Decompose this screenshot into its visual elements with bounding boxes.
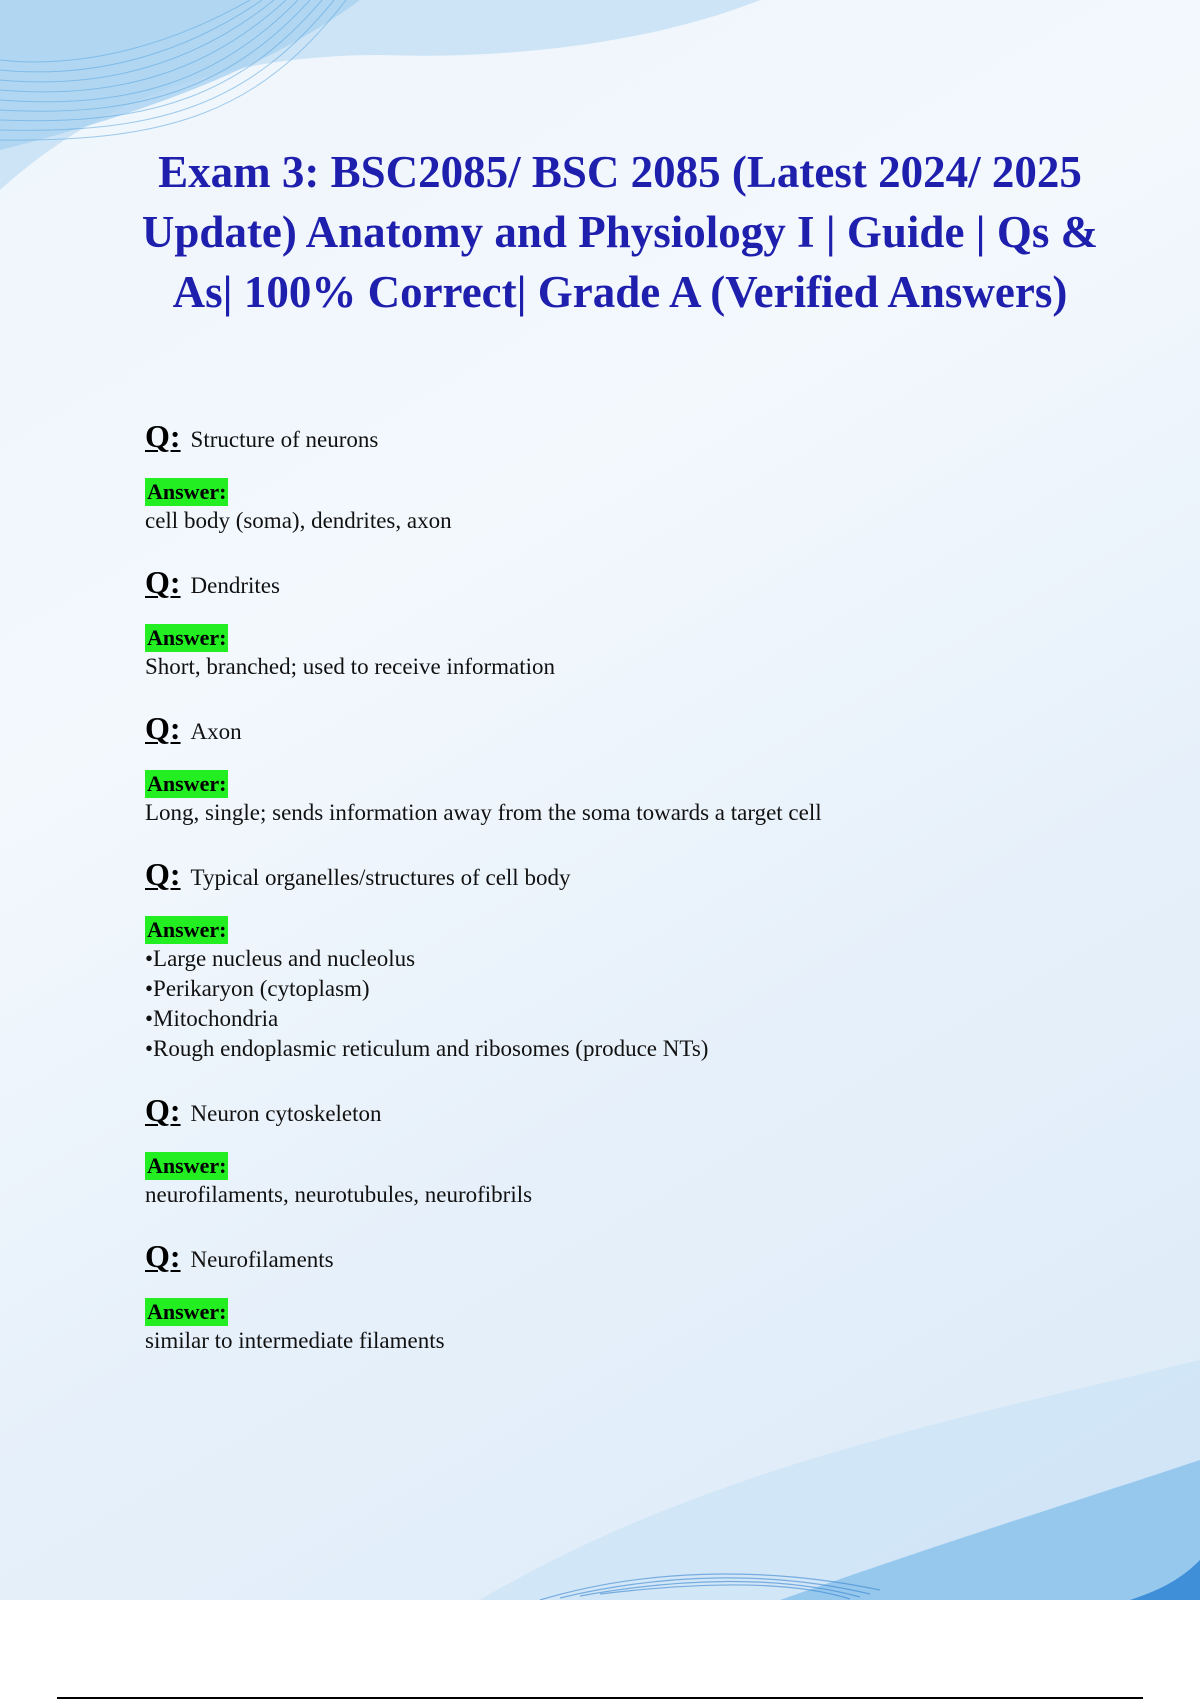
answer-bullet: •Large nucleus and nucleolus xyxy=(145,946,416,971)
answer-text: cell body (soma), dendrites, axon xyxy=(145,508,452,533)
answer-label: Answer: xyxy=(147,771,227,796)
answer-label: Answer: xyxy=(147,479,227,504)
qa-item xyxy=(145,1238,1105,1356)
qa-list xyxy=(145,418,1105,1384)
answer-bullet: •Mitochondria xyxy=(145,1006,279,1031)
document-title: Exam 3: BSC2085/ BSC 2085 (Latest 2024/ 2025 Update) Anatomy and Physiology I | Guide | Qs & As| 100% Correct| Grade A (Verified Answers) xyxy=(141,147,1099,317)
question-label: Q: xyxy=(145,1092,181,1128)
answer-text: Long, single; sends information away from the soma towards a target cell xyxy=(145,800,822,825)
question-line xyxy=(145,1092,1105,1132)
question-text: Neurofilaments xyxy=(190,1247,334,1272)
question-text: Typical organelles/structures of cell body xyxy=(190,865,571,890)
question-label: Q: xyxy=(145,418,181,454)
question-text: Dendrites xyxy=(190,573,280,598)
answer-text: similar to intermediate filaments xyxy=(145,1328,445,1353)
qa-item xyxy=(145,564,1105,682)
question-line xyxy=(145,856,1105,896)
question-text: Neuron cytoskeleton xyxy=(190,1101,382,1126)
footer-rule xyxy=(57,1697,1143,1699)
question-text: Structure of neurons xyxy=(190,427,379,452)
answer-bullet: •Rough endoplasmic reticulum and ribosomes (produce NTs) xyxy=(145,1036,709,1061)
question-label: Q: xyxy=(145,564,181,600)
answer-bullet: •Perikaryon (cytoplasm) xyxy=(145,976,370,1001)
answer-text: neurofilaments, neurotubules, neurofibrils xyxy=(145,1182,533,1207)
question-line xyxy=(145,564,1105,604)
answer-text: Short, branched; used to receive information xyxy=(145,654,556,679)
question-line xyxy=(145,710,1105,750)
answer-label: Answer: xyxy=(147,625,227,650)
question-label: Q: xyxy=(145,710,181,746)
qa-item xyxy=(145,418,1105,536)
qa-item xyxy=(145,856,1105,1064)
answer-label: Answer: xyxy=(147,1299,227,1324)
answer-label: Answer: xyxy=(147,1153,227,1178)
answer-label: Answer: xyxy=(147,917,227,942)
question-label: Q: xyxy=(145,856,181,892)
question-line xyxy=(145,1238,1105,1278)
question-text: Axon xyxy=(190,719,242,744)
question-label: Q: xyxy=(145,1238,181,1274)
qa-item xyxy=(145,710,1105,828)
qa-item xyxy=(145,1092,1105,1210)
question-line xyxy=(145,418,1105,458)
